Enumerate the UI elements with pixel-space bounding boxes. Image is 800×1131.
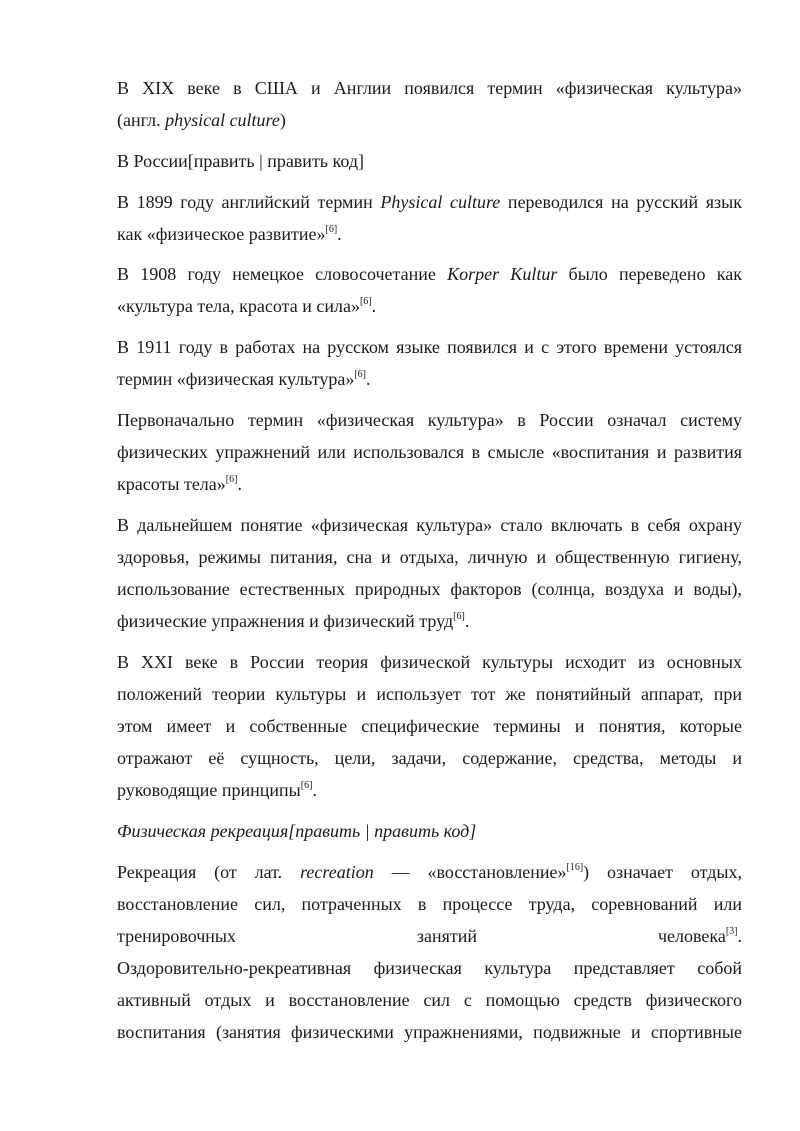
text: . [371,296,377,316]
section-heading-recreation: Физическая рекреация[править | править код] [117,821,477,841]
reference-link[interactable]: [16] [566,862,584,873]
paragraph-line: воспитания (занятия физическими упражнениями, подвижные и спортивные [117,1022,742,1042]
paragraph-line [117,258,742,290]
text: В 1899 году английский термин [117,192,381,212]
paragraph-line [117,605,742,637]
text: ) [279,110,286,130]
paragraph-line: отражают её сущность, цели, задачи, содержание, средства, методы и [117,748,742,768]
text: . [464,611,470,631]
reference-link[interactable]: [6] [354,369,366,380]
italic-term: recreation [300,862,374,882]
reference-link[interactable]: [6] [225,474,238,485]
text: термин «физическая культура» [117,369,355,389]
reference-link[interactable]: [6] [300,780,313,791]
paragraph-line [117,920,742,952]
reference-link[interactable]: [3] [725,926,738,937]
paragraph-line [117,218,742,250]
paragraph-line: В XXI веке в России теория физической культуры исходит из основных [117,652,742,672]
paragraph-line [117,363,742,395]
paragraph-line: В дальнейшем понятие «физическая культура» стало включать в себя охрану [117,515,742,535]
text: красоты тела» [117,474,226,494]
text: «культура тела, красота и сила» [117,296,360,316]
paragraph-line: В XIX веке в США и Англии появился термин «физическая культура» [117,78,742,98]
paragraph-line [117,186,742,218]
reference-link[interactable]: [6] [359,296,372,307]
section-heading-russia: В России[править | править код] [117,151,364,171]
paragraph-line: Первоначально термин «физическая культура» в России означал систему [117,410,742,430]
paragraph-line: активный отдых и восстановление сил с помощью средств физического [117,990,742,1010]
text: было переведено как [557,264,742,284]
paragraph-line: положений теории культуры и использует тот же понятийный аппарат, при [117,684,742,704]
paragraph-line [117,104,742,136]
text: . [366,369,371,389]
paragraph-line: восстановление сил, потраченных в процессе труда, соревнований или [117,894,742,914]
paragraph-line: физических упражнений или использовался в смысле «воспитания и развития [117,442,742,462]
text: физические упражнения и физический труд [117,611,454,631]
paragraph-line: Оздоровительно-рекреативная физическая культура представляет собой [117,958,742,978]
reference-link[interactable]: [6] [325,224,338,235]
text: руководящие принципы [117,780,301,800]
italic-term: Korper Kultur [447,264,558,284]
text: Рекреация (от лат. [117,862,301,882]
paragraph-line [117,468,742,500]
paragraph-line: здоровья, режимы питания, сна и отдыха, личную и общественную гигиену, [117,547,742,567]
italic-term: Physical culture [380,192,501,212]
reference-link[interactable]: [6] [453,611,465,622]
paragraph-line [117,290,742,322]
text: ) означает отдых, [583,862,742,882]
text: — «восстановление» [373,862,567,882]
paragraph-line: использование естественных природных факторов (солнца, воздуха и воды), [117,579,742,599]
text: тренировочных занятий человека [117,926,726,946]
paragraph-line [117,774,742,806]
text: В 1908 году немецкое словосочетание [117,264,448,284]
paragraph-line: этом имеет и собственные специфические термины и понятия, которые [117,716,742,736]
text: переводился на русский язык [500,192,742,212]
text: как «физическое развитие» [117,224,326,244]
text: . [237,474,242,494]
text: . [337,224,342,244]
italic-term: physical culture [165,110,280,130]
paragraph-line [117,856,742,888]
text: . [312,780,317,800]
paragraph-line: В 1911 году в работах на русском языке появился и с этого времени устоялся [117,337,742,357]
text: . [737,926,742,946]
text: (англ. [117,110,166,130]
